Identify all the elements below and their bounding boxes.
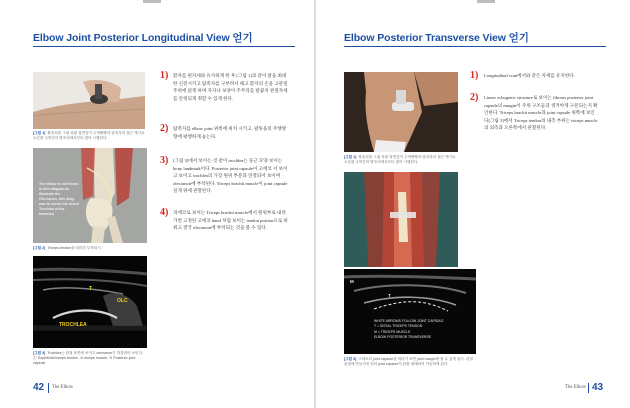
right-fig3-ultrasound (344, 269, 476, 354)
left-fig2-caption (33, 246, 147, 251)
us-legend-line-3: M = TRICEPS MUSCLE (374, 329, 411, 334)
right-page-label: The Elbow (565, 385, 587, 390)
left-page-label: The Elbow (52, 385, 74, 390)
right-fig1-photo (344, 72, 458, 152)
elbow-anatomy-transverse (344, 172, 458, 267)
us-legend-line-1: WHITE ARROWS FOLLOW JOINT CAPSULE (374, 319, 444, 323)
left-step-2-text: 탐촉자를 elbow joint 위쪽에 위치 시키고, 팔뚝을의 주행방향에 평행하게 놓는다. (173, 126, 287, 139)
left-fig3-caption (33, 351, 147, 366)
right-fig3-text: 고에코의 joint capsule을 따라가 보면 joint margin에 볼 수 있게 된다. 관절 관절에 만들어진 얻의 joint capsule이 관찰 형태되어 이동하게 된다. (344, 357, 473, 366)
left-us-label-trochlea: TROCHLEA (59, 322, 87, 328)
left-fig1-label: [그림 1] (33, 131, 46, 135)
page-gutter (314, 0, 316, 408)
left-us-label-t: T (89, 286, 93, 292)
right-page-number: 43 (592, 382, 604, 393)
left-fig1-photo (33, 72, 145, 129)
left-step-3-text: [그림 3]에서 보이는 것 같이 trochlea는 둥근 모양 보이는 bony landmark이다. Posterior joint capsule이 고에코 서 보이고 보이고 trochlea의 가장 원위 부분과 연결되어 보이며 olecranon에 부착된다. Triceps brachii muscle이 joint capsule 깊게 위에 관찰된다. (173, 158, 288, 194)
left-fig2-label: [그림 2] (33, 246, 46, 250)
left-fig2-anatomy (33, 148, 147, 243)
left-us-label-olc: OLC (117, 298, 128, 304)
right-us-label-t: T (388, 293, 391, 298)
right-us-label-m: M (350, 279, 354, 284)
left-step-1-number: 1) (160, 70, 169, 81)
top-mark-right (477, 0, 495, 3)
left-fig3-ultrasound (33, 256, 147, 348)
right-fig1-caption (344, 155, 458, 165)
left-step-4-number: 4) (160, 207, 169, 218)
top-mark-left (143, 0, 161, 3)
us-legend-line-4: ELBOW POSTERIOR TRANSVERSE (374, 335, 432, 340)
left-fig2-overlay-note: The elbow is not flexed in this diagram to illustrate the Olecranon, this diag- ram to reveal the round Trochlea of the humerus (39, 182, 79, 216)
left-step-3-number: 3) (160, 155, 169, 166)
right-title-rule (344, 46, 606, 47)
right-footer-bar (588, 383, 589, 393)
right-step-1-text: Longitudinal scan에서와 같은 자세를 유지한다. (484, 73, 575, 78)
left-step-4-text: 피에코로 보이는 Triceps brachii muscle에서 원위부로 내려가면 고정된 고에코 band 처럼 보이는 tendon portion으로 바뀌고 결국 olecranon에 부착되는 것을 볼 수 있다. (173, 210, 288, 231)
left-fig1-caption (33, 131, 147, 141)
right-fig3-caption (344, 357, 476, 367)
ultrasound-image-transverse (344, 269, 476, 354)
right-step-2-text: Linear echogenic structure로 보이는 fibrous posterior joint capsule의 margin이 주위 구조들과 생겨야게 구분되는지 확인한다. Triceps brachii muscle과 joint capsule 위쪽에 보인다[그림 3]에서 Triceps tendon의 내측 부위는 triceps muscle의 외측과 오른쪽에서 관찰된다. (484, 95, 598, 131)
left-step-1-text: 환자를 편자세와 유사하게 한 후 [그림 1]과 같이 팔을 최대한 신전시키고 탐촉자를 구부려서 떼고 환자의 손을 고관절 주위에 얹게 하며 자자나 보양이 주무리를 팔꿈치 관절자세를 안정되게 취할 수 있게 한다. (173, 73, 288, 101)
right-fig1-text: 팔꿈치를 그림 처럼 정면같이 주먹팔빵과 탐촉자의 접근 게시로 오른편 주막간의 발꼬리에서부터 찾아 시행한다. (344, 155, 456, 164)
arm-probe-photo (33, 72, 145, 129)
right-step-1-number: 1) (470, 70, 479, 81)
left-title-rule (33, 46, 295, 47)
left-fig3-label: [그림 3] (33, 351, 46, 355)
left-fig2-text: Triceps tendon을 따라간 부착되시. (47, 246, 102, 250)
left-page-number: 42 (33, 382, 45, 393)
left-footer-bar (48, 383, 49, 393)
us-legend-line-2: T = DISTAL TRICEPS TENDON (374, 324, 423, 329)
right-fig2-anatomy (344, 172, 458, 267)
ultrasound-image-longitudinal (33, 256, 147, 348)
right-page-title: Elbow Posterior Transverse View 얻기 (344, 32, 529, 44)
left-fig3-text: Trochlea는 관절 표면에 보이고 olecranon은 하경되어 보인다. ① Superficial triceps tendon, ② triceps muscle, ③ Posterior joint capsule (33, 351, 143, 365)
right-fig3-label: [그림 3] (344, 357, 357, 361)
left-fig1-text: 팔꿈치를 그림 처럼 정면같이 주먹팔빵과 탐촉자의 접근 게시로 오른편 주막간의 발꼬리에서부터 찾아 시행한다. (33, 131, 145, 140)
right-us-legend (374, 319, 444, 341)
left-step-2-number: 2) (160, 123, 169, 134)
arm-probe-photo-transverse (344, 72, 458, 152)
right-step-2-number: 2) (470, 92, 479, 103)
left-page-title: Elbow Joint Posterior Longitudinal View 얻기 (33, 32, 253, 44)
right-fig1-label: [그림 1] (344, 155, 357, 159)
